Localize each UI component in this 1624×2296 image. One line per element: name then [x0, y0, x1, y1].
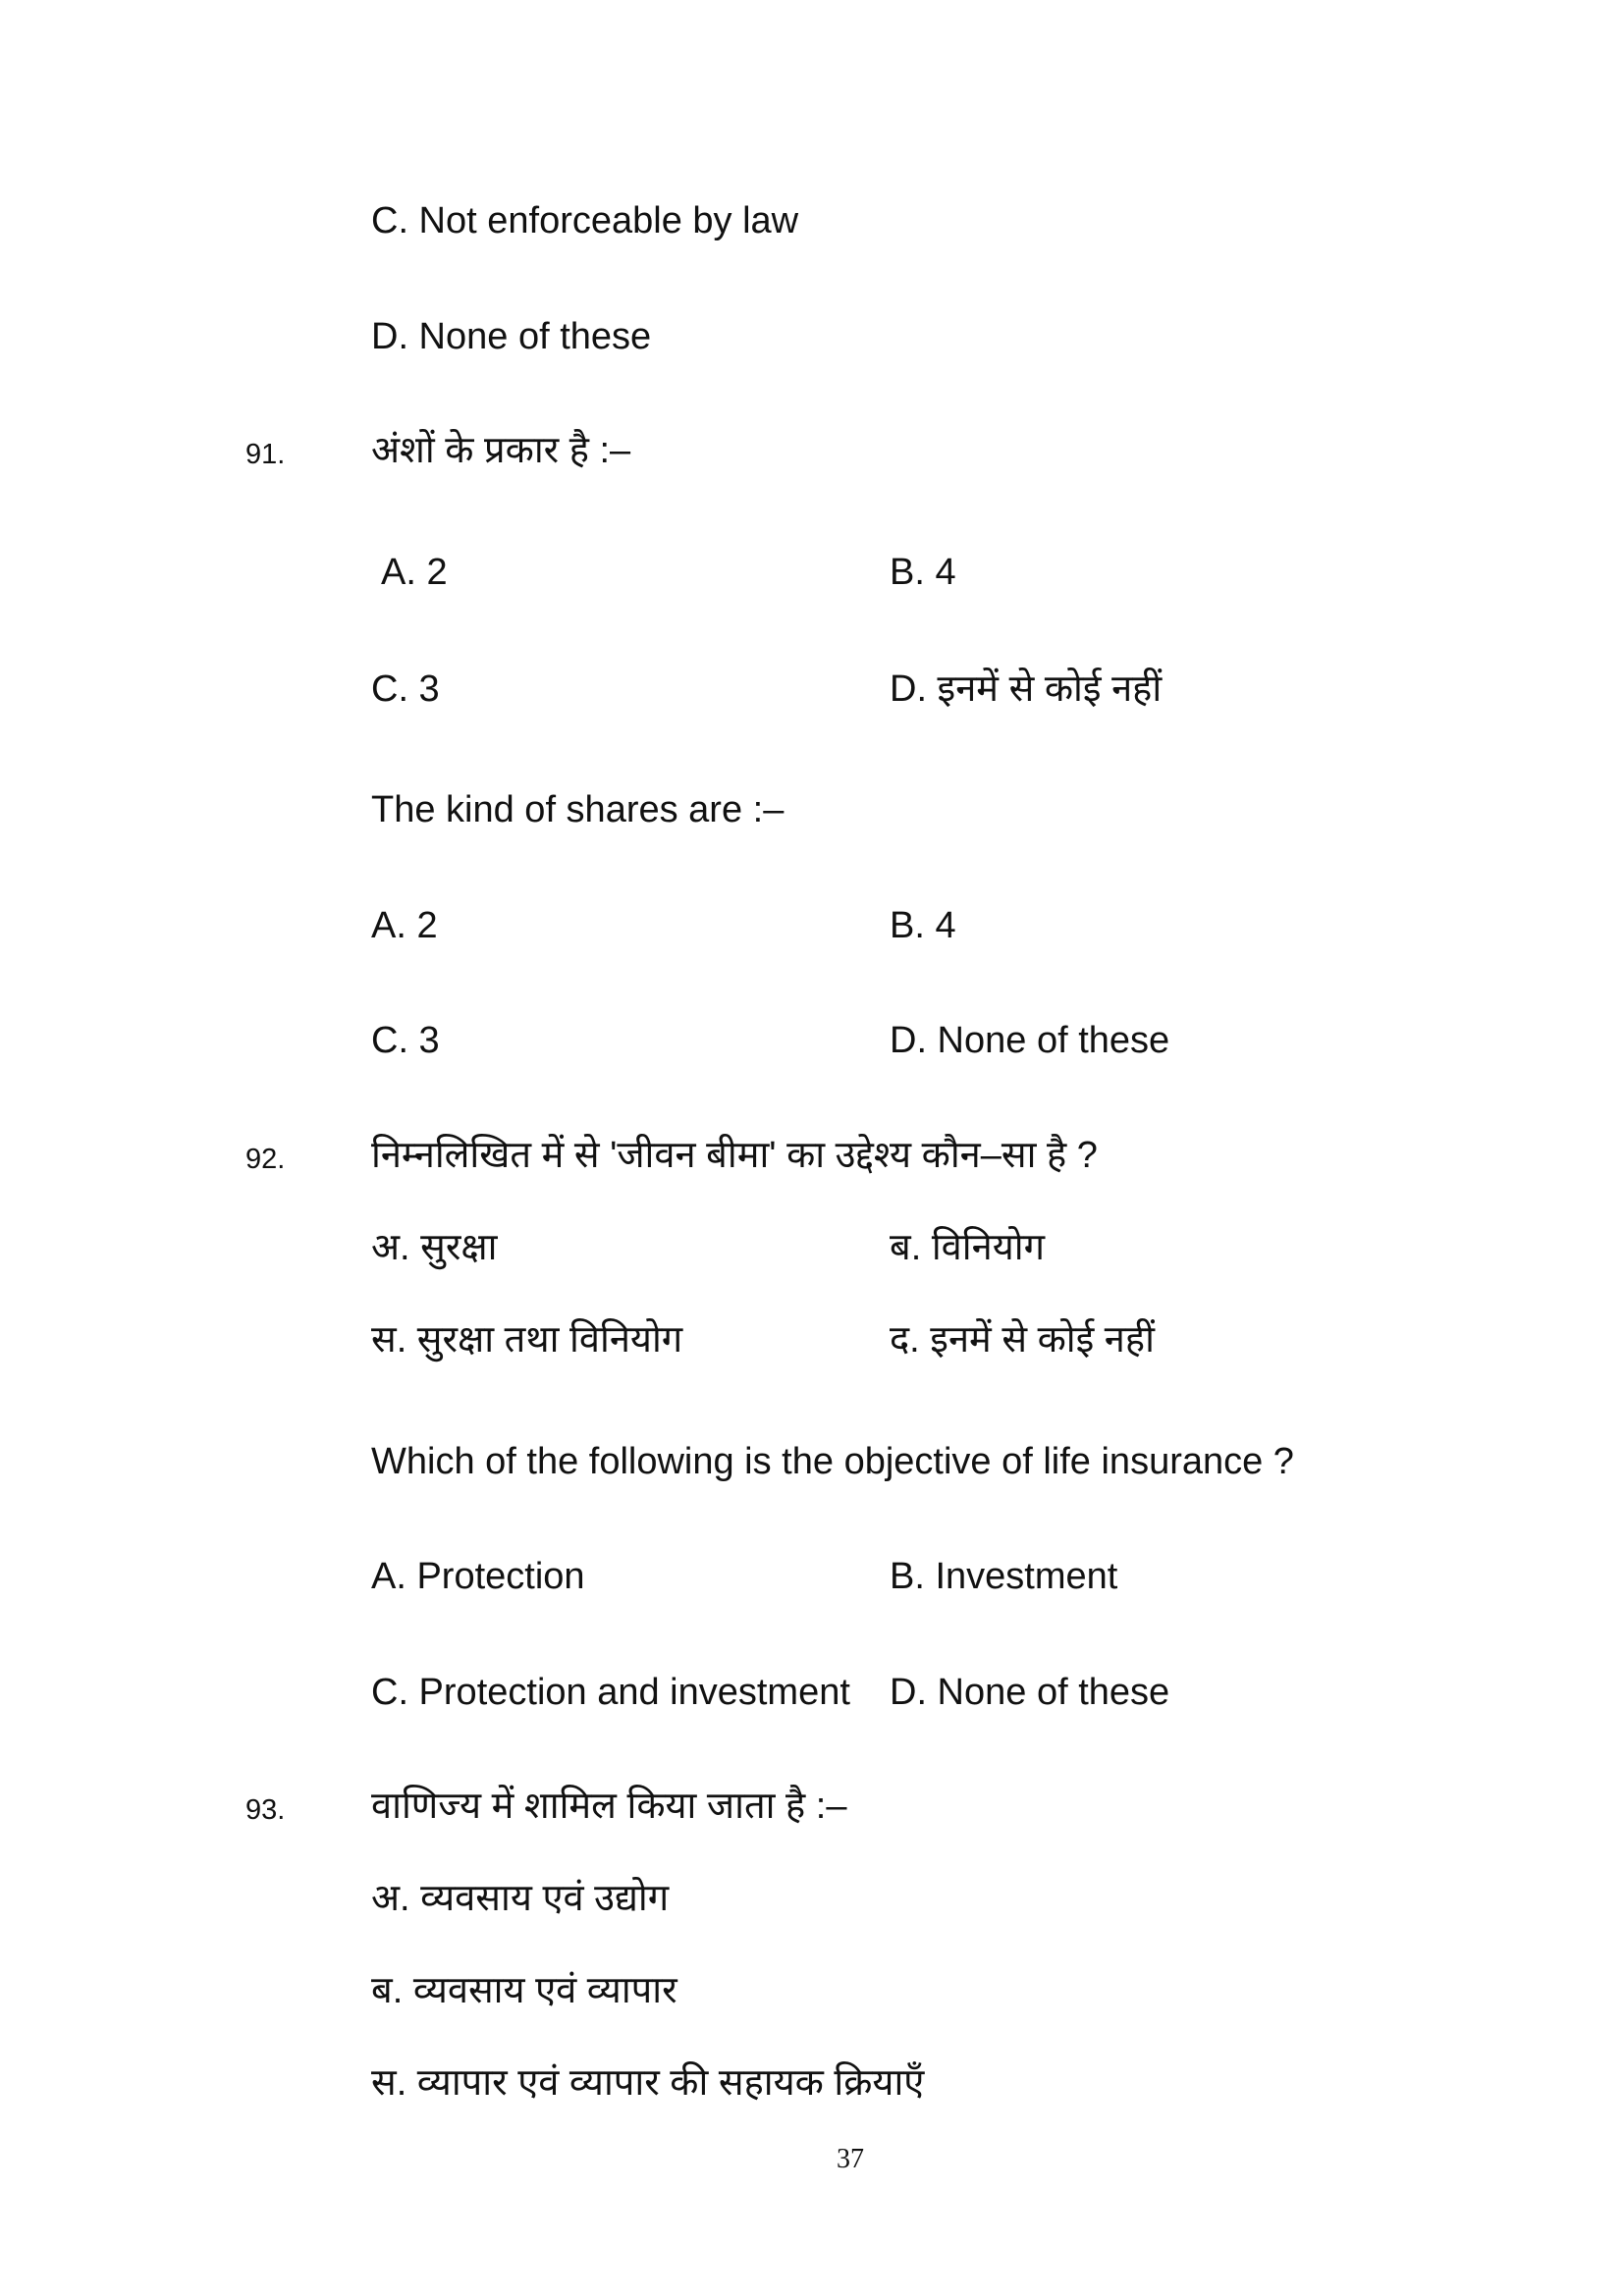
option-c-english: C. 3	[371, 1020, 440, 1061]
option-b-hindi: B. 4	[890, 552, 956, 593]
option-a-hindi: अ. व्यवसाय एवं उद्योग	[371, 1878, 670, 1919]
question-text-hindi: अंशों के प्रकार है :–	[371, 430, 631, 471]
option-d-english: D. None of these	[890, 1672, 1170, 1713]
option-c-english: C. Protection and investment	[371, 1672, 850, 1713]
option-b-english: B. 4	[890, 905, 956, 946]
option-a-english: A. 2	[371, 905, 438, 946]
option-d-text: D. None of these	[371, 316, 652, 357]
option-b-hindi: ब. व्यवसाय एवं व्यापार	[371, 1970, 677, 2011]
question-text-hindi: निम्नलिखित में से 'जीवन बीमा' का उद्देश्य कौन–सा है ?	[371, 1135, 1098, 1176]
question-number: 91.	[245, 439, 286, 470]
option-d-english: D. None of these	[890, 1020, 1170, 1061]
option-c-hindi: स. व्यापार एवं व्यापार की सहायक क्रियाएँ	[371, 2062, 925, 2104]
option-d-hindi: D. इनमें से कोई नहीं	[890, 668, 1163, 710]
option-a-english: A. Protection	[371, 1556, 585, 1597]
option-c-hindi: C. 3	[371, 668, 440, 710]
option-a-hindi: अ. सुरक्षा	[371, 1227, 498, 1268]
question-number: 93.	[245, 1794, 286, 1826]
question-text-hindi: वाणिज्य में शामिल किया जाता है :–	[371, 1786, 847, 1827]
option-c-hindi: स. सुरक्षा तथा विनियोग	[371, 1319, 683, 1361]
option-b-english: B. Investment	[890, 1556, 1118, 1597]
option-a-hindi: A. 2	[381, 552, 448, 593]
option-c-text: C. Not enforceable by law	[371, 200, 799, 241]
option-d-hindi: द. इनमें से कोई नहीं	[890, 1319, 1155, 1361]
option-b-hindi: ब. विनियोग	[890, 1227, 1045, 1268]
question-number: 92.	[245, 1144, 286, 1175]
question-text-english: Which of the following is the objective of life insurance ?	[371, 1441, 1294, 1482]
page-number: 37	[837, 2144, 864, 2174]
question-text-english: The kind of shares are :–	[371, 789, 785, 830]
